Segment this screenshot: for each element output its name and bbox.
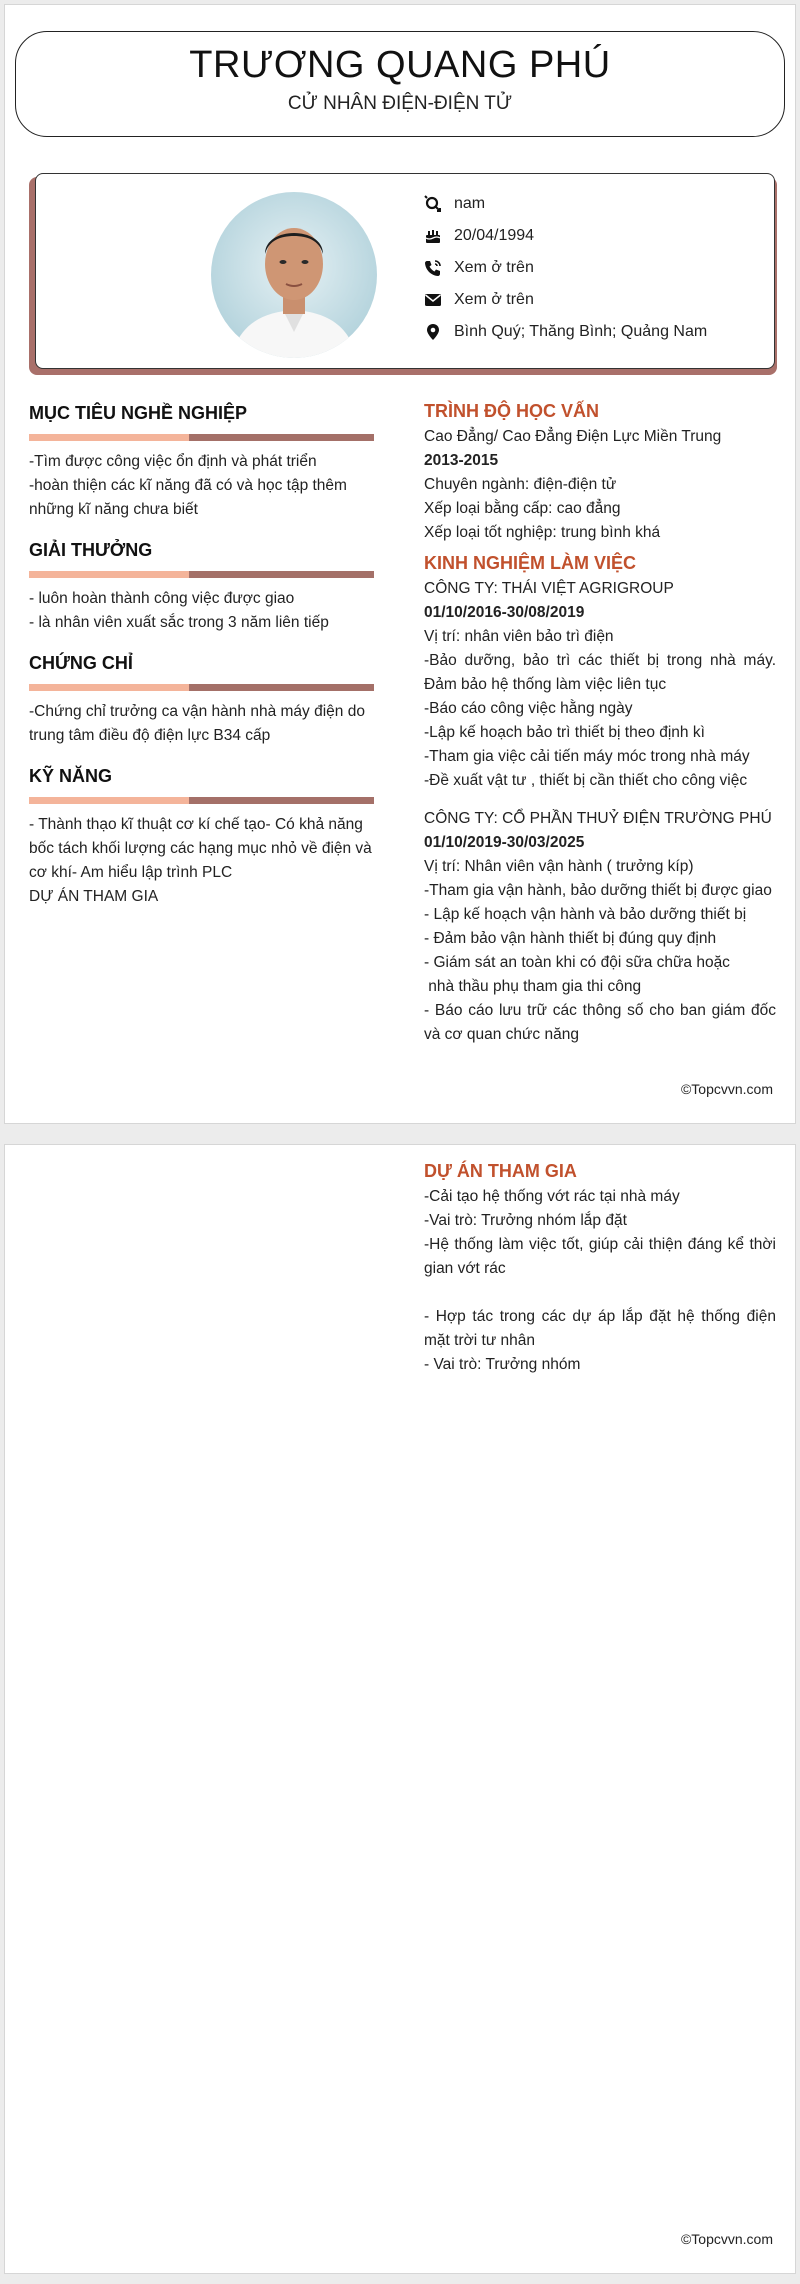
section-divider	[29, 797, 374, 804]
birthday-row	[424, 220, 764, 252]
project-line: -Cải tạo hệ thống vớt rác tại nhà máy	[424, 1188, 680, 1205]
footer-credit: ©Topcvvn.com	[680, 1081, 773, 1097]
job-line: -Đề xuất vật tư , thiết bị cần thiết cho công việc	[424, 772, 748, 789]
left-column	[29, 403, 374, 909]
job-line: -Báo cáo công việc hằng ngày	[424, 700, 633, 717]
objective-title: MỤC TIÊU NGHỀ NGHIỆP	[29, 403, 248, 423]
experience-title: KINH NGHIỆM LÀM VIỆC	[424, 553, 637, 573]
candidate-name: TRƯƠNG QUANG PHÚ	[189, 44, 611, 86]
candidate-title: CỬ NHÂN ĐIỆN-ĐIỆN TỬ	[287, 93, 513, 114]
certificates-text: -Chứng chỉ trưởng ca vận hành nhà máy điện do trung tâm điều độ điện lực B34 cấp	[29, 703, 365, 744]
personal-info-card	[35, 173, 775, 369]
skills-text: - Thành thạo kĩ thuật cơ kí chế tạo- Có khả năng bốc tách khối lượng các hạng mục nhỏ về điện và cơ khí- Am hiểu lập trình PLC DỰ ÁN THAM GIA	[29, 816, 372, 905]
job-line: Vị trí: Nhân viên vận hành ( trưởng kíp)	[424, 858, 694, 875]
section-divider	[29, 434, 374, 441]
section-divider	[29, 684, 374, 691]
education-school: Cao Đẳng/ Cao Đẳng Điện Lực Miền Trung	[424, 428, 722, 445]
project-line: -Hệ thống làm việc tốt, giúp cải thiện đáng kể thời gian vớt rác	[424, 1236, 776, 1277]
right-column	[424, 401, 776, 1047]
phone-value: Xem ở trên	[454, 259, 534, 276]
awards-text: - luôn hoàn thành công việc được giao - là nhân viên xuất sắc trong 3 năm liên tiếp	[29, 590, 329, 631]
job-line: -Tham gia vận hành, bảo dưỡng thiết bị được giao	[424, 882, 772, 899]
job-period: 01/10/2019-30/03/2025	[424, 834, 585, 851]
awards-title: GIẢI THƯỞNG	[29, 540, 153, 560]
job-company: CÔNG TY: CỔ PHẦN THUỶ ĐIỆN TRƯỜNG PHÚ	[424, 810, 772, 827]
job-line: - Báo cáo lưu trữ các thông số cho ban giám đốc và cơ quan chức năng	[424, 1002, 776, 1043]
cv-page-1	[4, 4, 796, 1124]
birthday-cake-icon	[424, 227, 442, 245]
projects-title: DỰ ÁN THAM GIA	[424, 1161, 577, 1181]
education-period: 2013-2015	[424, 452, 499, 469]
project-line: -Vai trò: Trưởng nhóm lắp đặt	[424, 1212, 627, 1229]
section-divider	[29, 571, 374, 578]
job-period: 01/10/2016-30/08/2019	[424, 604, 585, 621]
job-line: - Giám sát an toàn khi có đội sữa chữa hoặc	[424, 954, 730, 971]
job-line: - Đảm bảo vận hành thiết bị đúng quy định	[424, 930, 717, 947]
education-grade: Xếp loại tốt nghiệp: trung bình khá	[424, 524, 661, 541]
project-line: - Hợp tác trong các dự áp lắp đặt hệ thống điện mặt trời tư nhân	[424, 1308, 776, 1349]
project-line	[424, 1281, 776, 1305]
avatar	[211, 192, 377, 358]
right-column	[424, 1161, 776, 1377]
address-row	[424, 316, 764, 348]
address-value: Bình Quý; Thăng Bình; Quảng Nam	[454, 323, 708, 340]
footer-credit: ©Topcvvn.com	[680, 2231, 773, 2247]
job-line: -Bảo dưỡng, bảo trì các thiết bị trong nhà máy. Đảm bảo hệ thống làm việc liên tục	[424, 652, 776, 693]
skills-title: KỸ NĂNG	[29, 766, 113, 786]
education-title: TRÌNH ĐỘ HỌC VẤN	[424, 401, 599, 421]
job-line: -Lập kế hoạch bảo trì thiết bị theo định kì	[424, 724, 705, 741]
birthday-value: 20/04/1994	[454, 227, 535, 244]
education-major: Chuyên ngành: điện-điện tử	[424, 476, 617, 493]
gender-row	[424, 188, 764, 220]
job-line: Vị trí: nhân viên bảo trì điện	[424, 628, 614, 645]
certificates-title: CHỨNG CHỈ	[29, 653, 133, 673]
phone-row	[424, 252, 764, 284]
job-company: CÔNG TY: THÁI VIỆT AGRIGROUP	[424, 580, 674, 597]
education-degree: Xếp loại bằng cấp: cao đẳng	[424, 500, 621, 517]
gender-icon	[424, 195, 442, 213]
email-row	[424, 284, 764, 316]
gender-value: nam	[454, 195, 486, 212]
objective-text: -Tìm được công việc ổn định và phát triển -hoàn thiện các kĩ năng đã có và học tập thêm những kĩ năng chưa biết	[29, 453, 347, 518]
job-line: -Tham gia việc cải tiến máy móc trong nhà máy	[424, 748, 750, 765]
cv-page-2	[4, 1144, 796, 2274]
email-value: Xem ở trên	[454, 291, 534, 308]
job-line: - Lập kế hoạch vận hành và bảo dưỡng thiết bị	[424, 906, 747, 923]
job-line: nhà thầu phụ tham gia thi công	[424, 978, 642, 995]
envelope-icon	[424, 291, 442, 309]
project-line: - Vai trò: Trưởng nhóm	[424, 1356, 581, 1373]
location-pin-icon	[424, 323, 442, 341]
phone-icon	[424, 259, 442, 277]
name-header	[15, 31, 785, 137]
